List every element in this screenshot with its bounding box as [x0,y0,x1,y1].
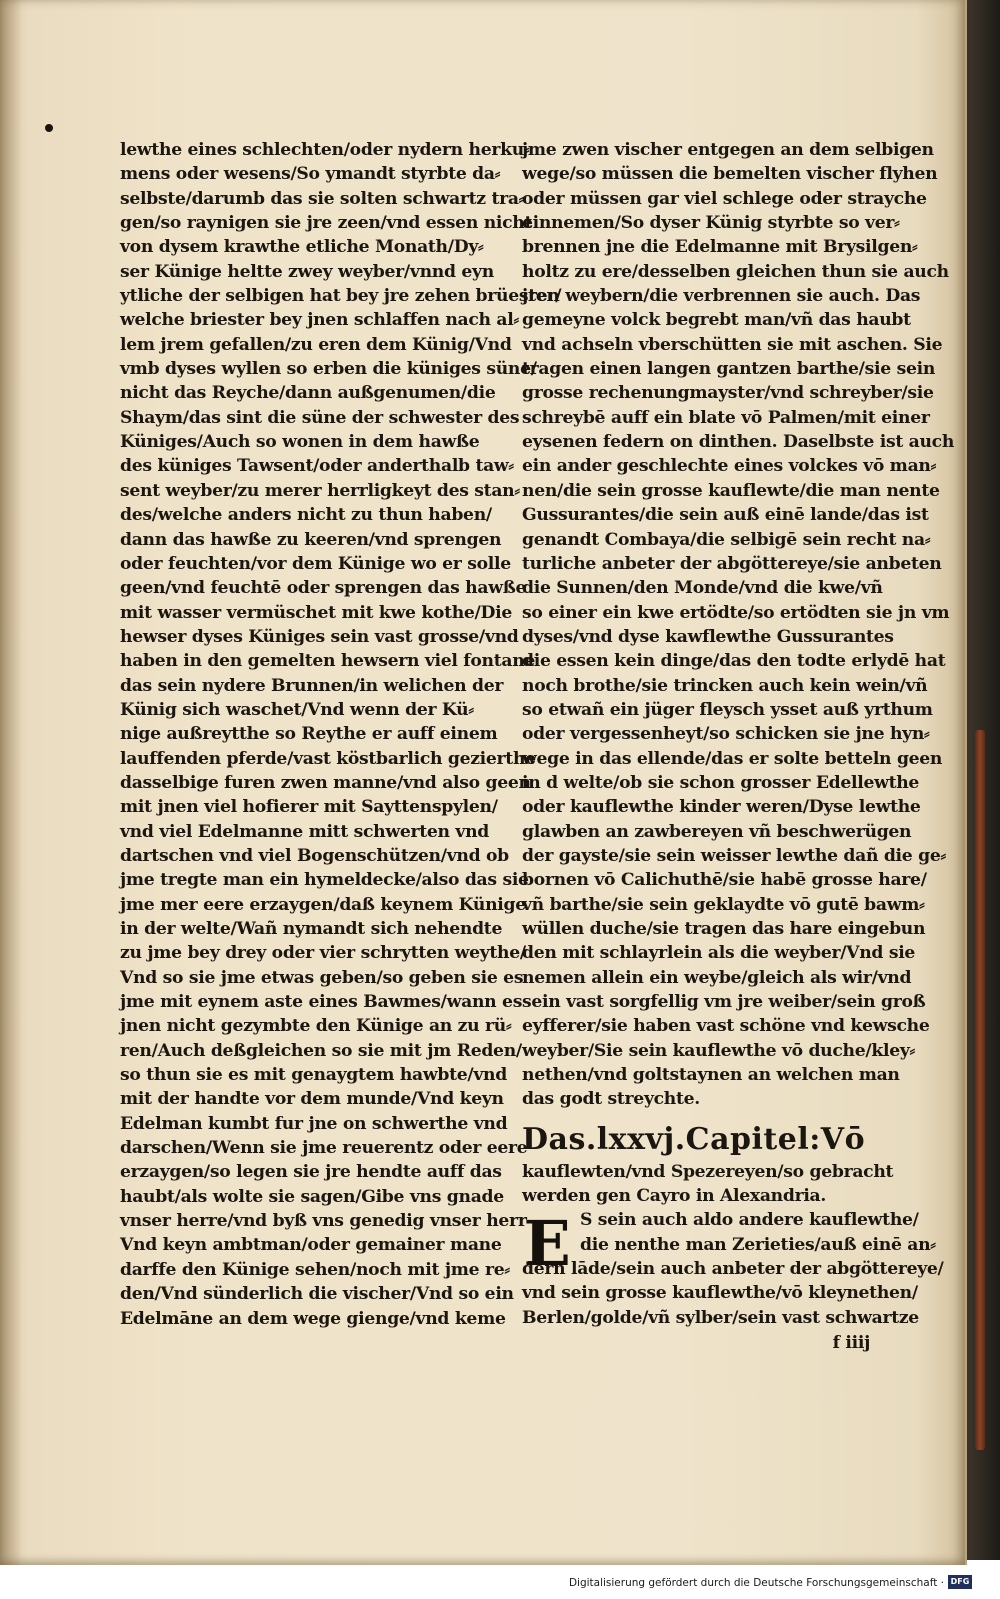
left-column-line: ren/Auch deßgleichen so sie mit jm Reden/ [120,1040,522,1061]
left-column-line: den/Vnd sünderlich die vischer/Vnd so ein [120,1284,514,1305]
chapter-indented-lines [522,1233,936,1257]
left-column-line: darschen/Wenn sie jme reuerentz oder eere [120,1138,528,1159]
right-column-line: sein vast sorgfellig vm jre weiber/sein groß [522,992,926,1013]
left-column-line: lauffenden pferde/vast köstbarlich gezierthe [120,748,536,769]
right-column-line: wege in das ellende/das er solte betteln geen [522,748,943,769]
right-column-line: den mit schlayrlein als die weyber/Vnd sie [522,943,916,964]
ink-dot [45,124,53,132]
left-column-line: hewser dyses Küniges sein vast grosse/vnd [120,626,519,647]
left-column-line: darffe den Künige sehen/noch mit jme re⸗ [120,1259,510,1280]
left-column-line: erzaygen/so legen sie jre hendte auff das [120,1162,502,1183]
right-column-line: genandt Combaya/die selbigē sein recht na⸗ [522,529,931,550]
left-column-line: geen/vnd feuchtē oder sprengen das hawße [120,578,527,599]
left-column-line: Künig sich waschet/Vnd wenn der Kü⸗ [120,699,474,720]
right-column-line: gemeyne volck begrebt man/vñ das haubt [522,310,911,331]
right-column-line: ein ander geschlechte eines volckes vō man⸗ [522,456,937,477]
chapter-body-line: dern lāde/sein auch anbeter der abgöttereye/ [522,1259,944,1280]
left-column-line: nige außreytthe so Reythe er auff einem [120,724,498,745]
chapter-body-line: vnd sein grosse kauflewthe/vō kleynethen/ [522,1283,918,1304]
right-column-line: die essen kein dinge/das den todte erlydē hat [522,651,946,672]
left-column-line: Shaym/das sint die süne der schwester des [120,407,520,428]
right-column-line: so einer ein kwe ertödte/so ertödten sie jn vm [522,602,950,623]
right-text-column [522,138,955,1356]
left-text-column [120,138,562,1331]
signature-mark: f iiij [832,1333,870,1354]
right-column-line: oder kauflewthe kinder weren/Dyse lewthe [522,797,921,818]
book-cover-edge [975,730,985,1450]
chapter-indented-line: die nenthe man Zerieties/auß einē an⸗ [580,1234,936,1255]
left-column-line: lewthe eines schlechten/oder nydern herku⸗ [120,140,530,160]
left-column-line: dasselbige furen zwen manne/vnd also geen [120,772,531,793]
page-gutter-shadow [0,0,22,1565]
left-column-line: ytliche der selbigen hat bey jre zehen brüester/ [120,286,562,307]
right-column-line: so etwañ ein jüger fleysch ysset auß yrthum [522,699,933,720]
left-column-line: selbste/darumb das sie solten schwartz tra⸗ [120,188,525,209]
left-column-line: dartschen vnd viel Bogenschützen/vnd ob [120,845,509,866]
right-column-lines [522,138,955,1112]
right-column-line: noch brothe/sie trincken auch kein wein/vñ [522,675,928,696]
left-column-line: in der welte/Wañ nymandt sich nehendte [120,919,503,939]
left-column-line: Küniges/Auch so wonen in dem hawße [120,432,480,453]
left-column-line: so thun sie es mit genaygtem hawbte/vnd [120,1065,507,1086]
right-column-line: bornen vō Calichuthē/sie habē grosse hare/ [522,870,927,891]
left-column-line: Vnd keyn ambtman/oder gemainer mane [120,1235,502,1256]
left-column-line: vnd viel Edelmanne mitt schwerten vnd [120,821,490,842]
chapter-first-line: S sein auch aldo andere kauflewthe/ [580,1210,919,1231]
right-column-line: wüllen duche/sie tragen das hare eingebun [522,919,926,939]
funding-credit: Digitalisierung gefördert durch die Deutsche Forschungsgemeinschaft · [568,1577,944,1589]
left-column-line: ser Künige heltte zwey weyber/vnnd eyn [120,261,494,282]
right-column-line: jme zwen vischer entgegen an dem selbigen [522,140,934,160]
left-column-line: des/welche anders nicht zu thun haben/ [120,505,492,526]
right-column-line: eysenen federn on dinthen. Daselbste ist auch [522,432,955,453]
left-column-line: zu jme bey drey oder vier schrytten weythe/ [120,943,526,964]
left-column-line: haben in den gemelten hewsern viel fontane [120,651,536,672]
right-column-line: Gussurantes/die sein auß einē lande/das ist [522,505,929,526]
right-column-line: turliche anbeter der abgöttereye/sie anbeten [522,553,942,574]
left-column-line: jme tregte man ein hymeldecke/also das sie [120,870,529,891]
left-column-line: jme mer eere erzaygen/daß keynem Künige [120,894,526,915]
right-column-line: glawben an zawbereyen vñ beschwerügen [522,821,912,842]
left-column-line: lem jrem gefallen/zu eren dem Künig/Vnd [120,334,512,355]
chapter-subheading-line: kauflewten/vnd Spezereyen/so gebracht [522,1161,894,1182]
right-column-line: das godt streychte. [522,1089,700,1110]
right-column-line: dyses/vnd dyse kawflewthe Gussurantes [522,626,894,647]
left-column-line: von dysem krawthe etliche Monath/Dy⸗ [120,237,484,258]
right-column-line: nethen/vnd goltstaynen an welchen man [522,1065,900,1086]
left-column-line: nicht das Reyche/dann außgenumen/die [120,383,496,404]
left-column-line: mens oder wesens/So ymandt styrbte da⸗ [120,164,501,185]
right-column-line: weyber/Sie sein kauflewthe vō duche/kley⸗ [522,1040,915,1061]
right-column-line: holtz zu ere/desselben gleichen thun sie auch [522,261,949,282]
left-column-line: welche briester bey jnen schlaffen nach al⸗ [120,310,519,331]
left-column-line: oder feuchten/vor dem Künige wo er solle [120,553,511,574]
chapter-body [522,1257,944,1330]
right-column-line: brennen jne die Edelmanne mit Brysilgen⸗ [522,237,918,258]
left-column-line: vmb dyses wyllen so erben die küniges süne/ [120,359,537,380]
right-column-line: oder müssen gar viel schlege oder strayche [522,188,927,209]
left-column-line: dann das hawße zu keeren/vnd sprengen [120,529,502,550]
left-column-line: Edelman kumbt fur jne on schwerthe vnd [120,1113,508,1134]
left-column-line: mit der handte vor dem munde/Vnd keyn [120,1089,504,1110]
right-column-line: schreybē auff ein blate vō Palmen/mit einer [522,407,930,428]
right-column-line: einnemen/So dyser Künig styrbte so ver⸗ [522,213,900,234]
right-column-line: der gayste/sie sein weisser lewthe dañ die ge⸗ [522,845,946,866]
left-column-line: Edelmāne an dem wege gienge/vnd keme [120,1308,506,1329]
right-column-line: eyfferer/sie haben vast schöne vnd kewsche [522,1016,930,1037]
right-column-line: nemen allein ein weybe/gleich als wir/vnd [522,967,912,988]
right-column-line: vñ barthe/sie sein geklaydte vō gutē bawm⸗ [522,894,925,915]
right-column-line: die Sunnen/den Monde/vnd die kwe/vñ [522,578,883,599]
right-column-line: vnd achseln vberschütten sie mit aschen. Sie [522,334,943,355]
right-column-line: wege/so müssen die bemelten vischer flyhen [522,164,938,185]
left-column-line: Vnd so sie jme etwas geben/so geben sie es [120,967,524,988]
right-column-line: oder vergessenheyt/so schicken sie jne hyn⸗ [522,724,930,745]
left-column-line: gen/so raynigen sie jre zeen/vnd essen nicht [120,213,533,234]
left-column-line: vnser herre/vnd byß vns genedig vnser herr [120,1211,527,1232]
left-column-line: das sein nydere Brunnen/in welichen der [120,675,504,696]
chapter-heading: Das.lxxvj.Capitel:Vō [522,1121,866,1157]
right-column-line: nen/die sein grosse kauflewte/die man nente [522,480,940,501]
left-column-line: mit wasser vermüschet mit kwe kothe/Die [120,602,513,623]
left-column-line: jnen nicht gezymbte den Künige an zu rü⸗ [120,1016,512,1037]
chapter-body-line: Berlen/golde/vñ sylber/sein vast schwartze [522,1307,919,1328]
right-column-line: jren weybern/die verbrennen sie auch. Das [522,286,921,307]
decorated-initial: E [523,1207,571,1281]
footer-bar [0,1565,1000,1599]
left-column-line: haubt/als wolte sie sagen/Gibe vns gnade [120,1186,504,1207]
left-column-line: des küniges Tawsent/oder anderthalb taw⸗ [120,456,514,477]
left-column-line: mit jnen viel hofierer mit Sayttenspylen/ [120,797,498,818]
chapter-subheading-line: werden gen Cayro in Alexandria. [522,1186,827,1207]
right-column-line: grosse rechenungmayster/vnd schreyber/sie [522,383,934,404]
dfg-logo: DFG [948,1575,972,1589]
left-column-line: jme mit eynem aste eines Bawmes/wann es [120,992,523,1013]
right-column-line: in d welte/ob sie schon grosser Edellewthe [522,772,920,793]
left-column-line: sent weyber/zu merer herrligkeyt des stan⸗ [120,480,520,501]
chapter-subheading [522,1160,910,1209]
right-column-line: tragen einen langen gantzen barthe/sie sein [522,359,936,380]
